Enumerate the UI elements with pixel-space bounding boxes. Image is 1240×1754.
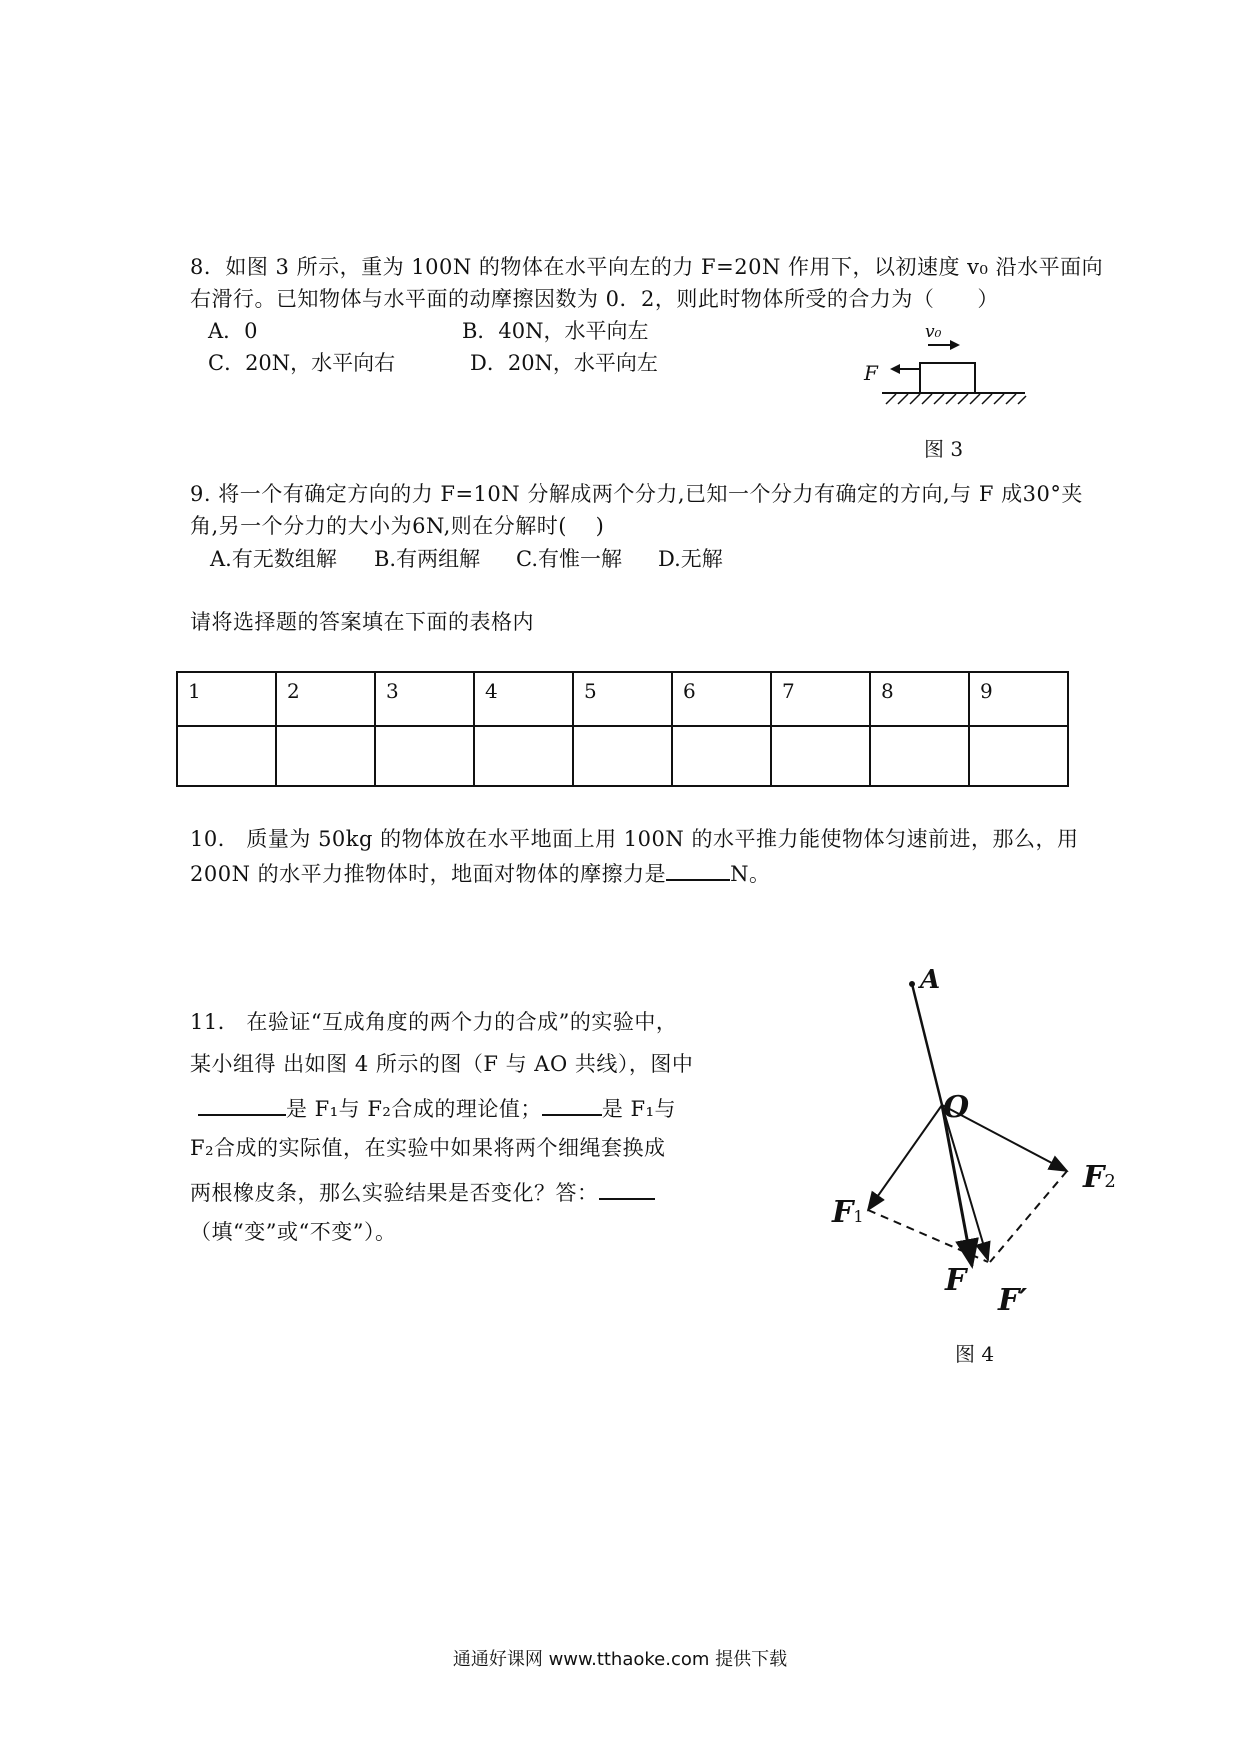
fig3-caption: 图 3 <box>924 437 964 461</box>
q11-blank-actual[interactable] <box>542 1092 602 1116</box>
block <box>920 363 975 393</box>
answer-instruction: 请将选择题的答案填在下面的表格内 <box>190 610 534 634</box>
header-label: 1 <box>188 679 201 703</box>
header-cell <box>771 672 870 726</box>
q9-option-b: B.有两组解 <box>374 547 481 571</box>
q11-text-line3-a: 是 F₁与 F₂合成的理论值； <box>286 1097 542 1121</box>
fig4-label-f2-sub: 2 <box>1104 1171 1116 1192</box>
fig4-label-f: F <box>945 1263 967 1298</box>
q11-blank-theoretical[interactable] <box>198 1092 286 1116</box>
line-ao <box>912 984 942 1105</box>
fig4-label-f1 <box>832 1195 864 1230</box>
header-label: 4 <box>485 679 498 703</box>
fig4-label-o: O <box>943 1090 970 1125</box>
vector-f-prime <box>942 1105 988 1260</box>
header-label: 6 <box>683 679 696 703</box>
header-cell <box>672 672 771 726</box>
header-label: 7 <box>782 679 795 703</box>
q11-text-line3-b: 是 F₁与 <box>601 1097 677 1121</box>
fig4-label-f2 <box>1083 1160 1116 1195</box>
q11-text-line5 <box>190 1176 655 1207</box>
q9-option-a: A.有无数组解 <box>210 547 337 571</box>
answer-cell[interactable] <box>177 726 276 786</box>
answer-cell[interactable] <box>276 726 375 786</box>
q10-answer-blank[interactable] <box>666 857 730 881</box>
q11-text-line6: （填“变”或“不变”）。 <box>190 1220 397 1244</box>
header-cell <box>177 672 276 726</box>
header-cell <box>573 672 672 726</box>
header-cell <box>276 672 375 726</box>
answer-table <box>176 671 1069 787</box>
answer-cell[interactable] <box>474 726 573 786</box>
vector-f1 <box>868 1105 942 1210</box>
answer-cell[interactable] <box>870 726 969 786</box>
force-arrow <box>890 364 920 374</box>
header-label: 9 <box>980 679 993 703</box>
q9-option-c: C.有惟一解 <box>516 547 622 571</box>
q8-text-line2: 右滑行。已知物体与水平面的动摩擦因数为 0．2，则此时物体所受的合力为（ ） <box>190 287 999 311</box>
q9-option-d: D.无解 <box>658 547 723 571</box>
answer-table-header-row <box>177 672 1068 726</box>
q8-option-b: B．40N，水平向左 <box>462 319 649 343</box>
answer-cell[interactable] <box>969 726 1068 786</box>
fig4-label-f1-sub: 1 <box>853 1207 864 1226</box>
fig3-force-label: F <box>864 361 878 385</box>
fig4-caption: 图 4 <box>955 1342 995 1366</box>
answer-table-answer-row <box>177 726 1068 786</box>
answer-cell[interactable] <box>771 726 870 786</box>
answer-cell[interactable] <box>573 726 672 786</box>
q9-text-line2: 角,另一个分力的大小为6N,则在分解时( ) <box>190 514 605 538</box>
header-label: 3 <box>386 679 399 703</box>
q10-text-part1: 200N 的水平力推物体时，地面对物体的摩擦力是 <box>190 862 667 886</box>
header-cell <box>474 672 573 726</box>
q8-text-line1: 8．如图 3 所示，重为 100N 的物体在水平向左的力 F=20N 作用下，以初速度 v₀ 沿水平面向 <box>190 255 1104 279</box>
q11-text-line1: 11． 在验证“互成角度的两个力的合成”的实验中， <box>190 1010 678 1034</box>
figure-4 <box>820 970 1140 1290</box>
header-cell <box>870 672 969 726</box>
fig3-velocity-label: v₀ <box>925 322 942 342</box>
header-cell <box>375 672 474 726</box>
header-cell <box>969 672 1068 726</box>
fig4-label-f1-main: F <box>832 1195 854 1230</box>
q8-option-d: D．20N，水平向左 <box>470 351 658 375</box>
vector-f <box>942 1105 972 1266</box>
fig4-label-f2-main: F <box>1083 1160 1105 1195</box>
fig4-label-a: A <box>920 965 941 995</box>
q10-text-part2: N。 <box>730 862 771 886</box>
q10-text-line2 <box>190 857 771 888</box>
header-label: 8 <box>881 679 894 703</box>
header-label: 2 <box>287 679 300 703</box>
q11-text-line3 <box>190 1092 676 1123</box>
answer-cell[interactable] <box>375 726 474 786</box>
q11-text-line5-a: 两根橡皮条，那么实验结果是否变化？答： <box>190 1181 599 1205</box>
answer-cell[interactable] <box>672 726 771 786</box>
ground-hatching <box>886 394 1026 404</box>
q9-text-line1: 9. 将一个有确定方向的力 F=10N 分解成两个分力,已知一个分力有确定的方向,与 F 成30°夹 <box>190 482 1083 506</box>
dashed-f2-fprime <box>990 1171 1067 1262</box>
q8-option-a: A．0 <box>208 319 258 343</box>
fig4-label-f-prime: F′ <box>998 1283 1028 1318</box>
q11-blank-change[interactable] <box>599 1176 655 1200</box>
q11-text-line2: 某小组得 出如图 4 所示的图（F 与 AO 共线），图中 <box>190 1052 694 1076</box>
header-label: 5 <box>584 679 597 703</box>
page-footer: 通通好课网 www.tthaoke.com 提供下载 <box>452 1649 788 1670</box>
q11-text-line4: F₂合成的实际值，在实验中如果将两个细绳套换成 <box>190 1136 666 1160</box>
q8-option-c: C．20N，水平向右 <box>208 351 396 375</box>
q10-text-line1: 10． 质量为 50kg 的物体放在水平地面上用 100N 的水平推力能使物体匀速前进，那么，用 <box>190 827 1079 851</box>
